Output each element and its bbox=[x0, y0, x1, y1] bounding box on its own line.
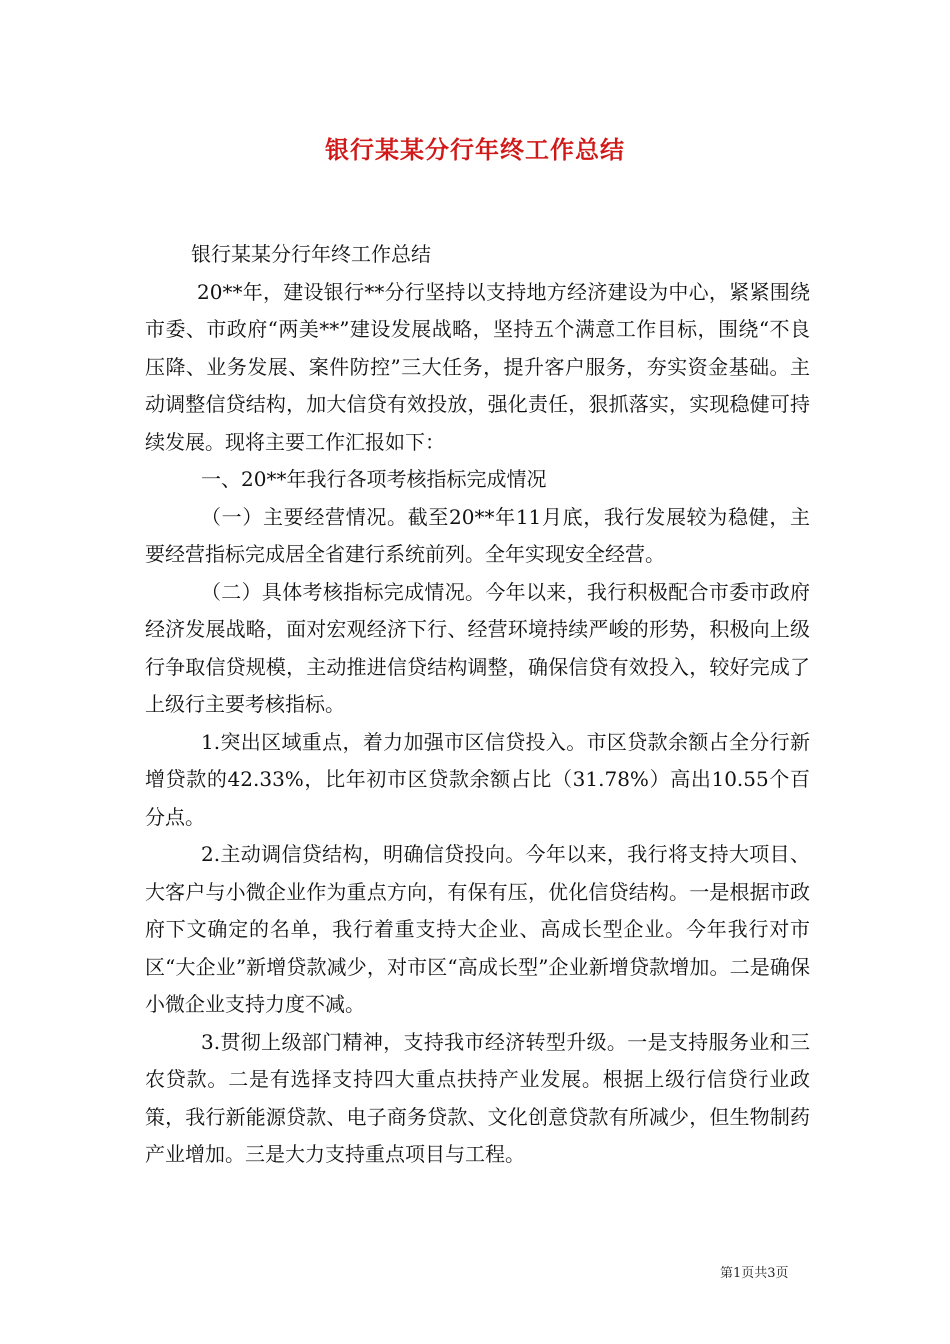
page-title: 银行某某分行年终工作总结 bbox=[325, 135, 625, 164]
document-body bbox=[145, 236, 810, 1174]
paragraph-operations: （一）主要经营情况。截至20**年11月底，我行发展较为稳健，主要经营指标完成居全省建行系统前列。全年实现安全经营。 bbox=[145, 504, 810, 566]
document-subtitle: 银行某某分行年终工作总结 bbox=[191, 242, 431, 266]
paragraph-item-3: 3.贯彻上级部门精神，支持我市经济转型升级。一是支持服务业和三农贷款。二是有选择支持四大重点扶持产业发展。根据上级行信贷行业政策，我行新能源贷款、电子商务贷款、文化创意贷款有所减少，但生物制药产业增加。三是大力支持重点项目与工程。 bbox=[145, 1029, 810, 1166]
paragraph-item-1: 1.突出区域重点，着力加强市区信贷投入。市区贷款余额占全分行新增贷款的42.33%，比年初市区贷款余额占比（31.78%）高出10.55个百分点。 bbox=[145, 729, 810, 829]
paragraph-indicators: （二）具体考核指标完成情况。今年以来，我行积极配合市委市政府经济发展战略，面对宏观经济下行、经营环境持续严峻的形势，积极向上级行争取信贷规模，主动推进信贷结构调整，确保信贷有效投入，较好完成了上级行主要考核指标。 bbox=[145, 579, 810, 716]
section-heading: 一、20**年我行各项考核指标完成情况 bbox=[201, 467, 547, 491]
paragraph-item-2: 2.主动调信贷结构，明确信贷投向。今年以来，我行将支持大项目、大客户与小微企业作为重点方向，有保有压，优化信贷结构。一是根据市政府下文确定的名单，我行着重支持大企业、高成长型企业。今年我行对市区“大企业”新增贷款减少，对市区“高成长型”企业新增贷款增加。二是确保小微企业支持力度不减。 bbox=[145, 842, 810, 1016]
page-number: 第1页共3页 bbox=[720, 1266, 789, 1281]
intro-paragraph: 20**年，建设银行**分行坚持以支持地方经济建设为中心，紧紧围绕市委、市政府“两美**”建设发展战略，坚持五个满意工作目标，围绕“不良压降、业务发展、案件防控”三大任务，提升客户服务，夯实资金基础。主动调整信贷结构，加大信贷有效投放，强化责任，狠抓落实，实现稳健可持续发展。现将主要工作汇报如下： bbox=[145, 279, 810, 454]
